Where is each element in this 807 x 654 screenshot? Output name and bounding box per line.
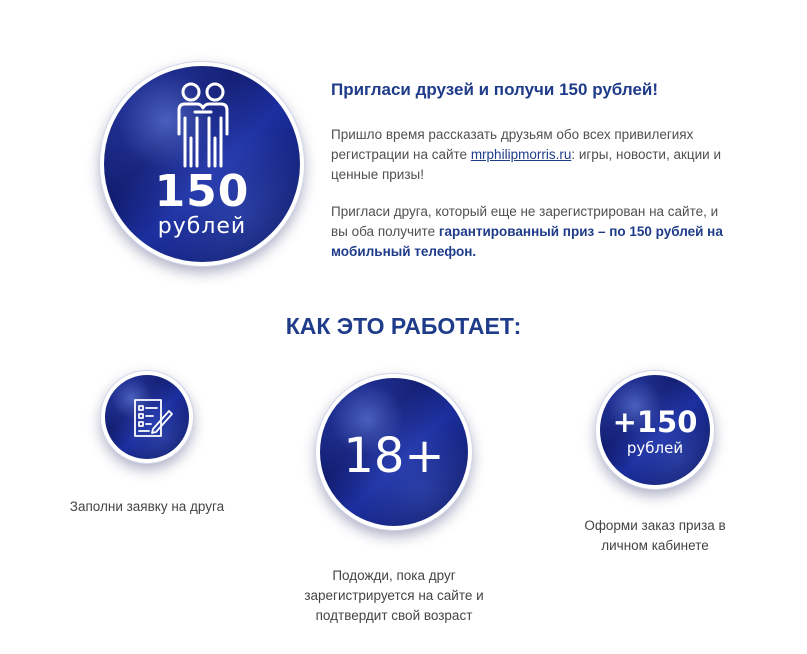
hero-badge <box>100 62 304 266</box>
promo-paragraph-1 <box>331 125 731 185</box>
promo-p1-text-end: : игры, новости, акции и ценные призы! <box>331 147 721 182</box>
step-1-text: Заполни заявку на друга <box>69 499 225 514</box>
hero-amount: 150 <box>154 166 250 217</box>
step-2-badge <box>316 374 472 530</box>
promo-title: Пригласи друзей и получи 150 рублей! <box>331 80 659 99</box>
bonus-unit: рублей <box>626 439 684 457</box>
bonus-amount: +150 <box>612 405 698 439</box>
site-link[interactable]: mrphilipmorris.ru <box>470 147 572 162</box>
step-3-badge <box>596 371 714 489</box>
promo-paragraph-2 <box>331 202 731 262</box>
how-it-works-heading: КАК ЭТО РАБОТАЕТ: <box>285 313 522 339</box>
friends-icon <box>171 82 235 168</box>
form-icon <box>131 397 175 441</box>
promo-p1-text: Пришло время рассказать друзьям обо всех привилегиях регистрации на сайте <box>331 127 694 162</box>
promo-p2-highlight: гарантированный приз – по 150 рублей на мобильный телефон. <box>331 224 723 259</box>
age-badge-label: 18+ <box>343 428 445 484</box>
step-2-text: Подожди, пока друг зарегистрируется на сайте и подтвердит свой возраст <box>304 568 484 623</box>
promo-p2-text: Пригласи друга, который еще не зарегистрирован на сайте, и вы оба получите <box>331 204 719 239</box>
hero-unit: рублей <box>157 214 247 239</box>
step-3-text: Оформи заказ приза в личном кабинете <box>584 518 726 553</box>
step-1-badge <box>101 371 193 463</box>
